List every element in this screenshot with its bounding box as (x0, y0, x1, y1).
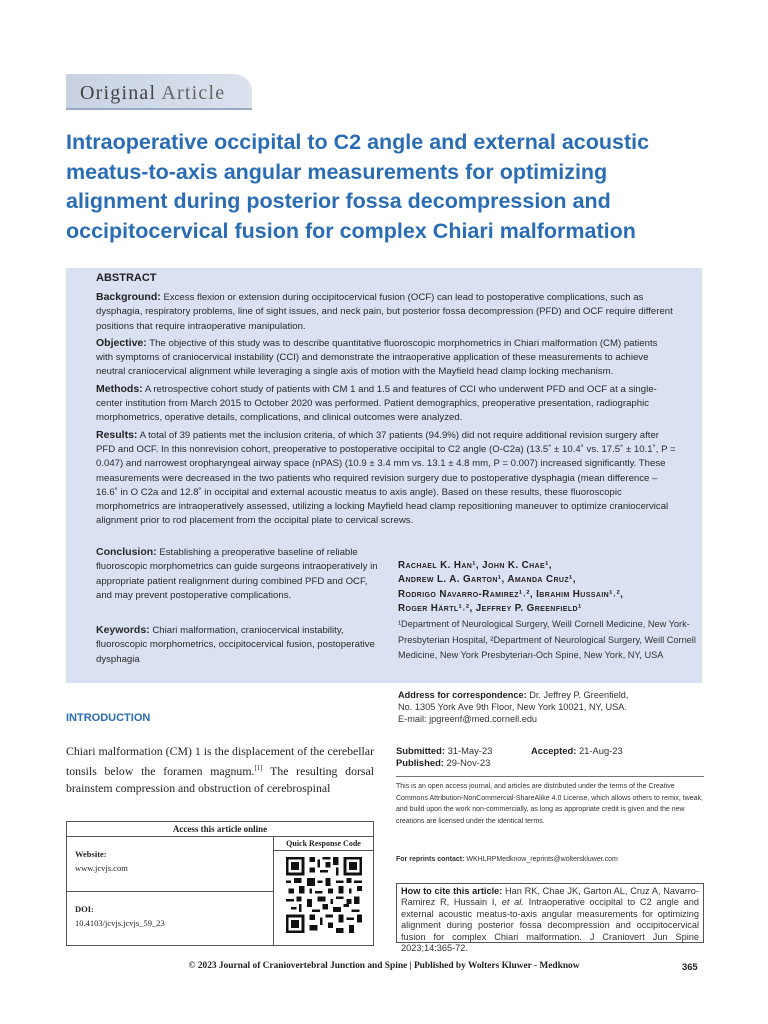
doi-link[interactable]: 10.4103/jcvjs.jcvjs_59_23 (75, 918, 165, 928)
section-tag (80, 82, 225, 105)
author-line: Rodrigo Navarro-Ramirez¹˒², Ibrahim Hussain¹˒², (398, 588, 624, 600)
doi-label: DOI: (75, 904, 94, 914)
website-link[interactable]: www.jcvjs.com (75, 863, 128, 873)
abstract-background-label: Background: (96, 291, 161, 303)
abstract-keywords (96, 623, 378, 667)
cite-etal: et al. (501, 897, 524, 908)
author-line: Rachael K. Han¹, John K. Chae¹, (398, 560, 552, 571)
page-footer: © 2023 Journal of Craniovertebral Junction and Spine | Published by Wolters Kluwer - Medknow (188, 961, 580, 971)
abstract-conclusion (96, 545, 378, 603)
qr-code[interactable] (286, 857, 362, 933)
abstract-results-label: Results: (96, 428, 138, 441)
doi-cell (67, 891, 273, 945)
section-tag-part1: Original (80, 82, 157, 104)
author-list (398, 559, 704, 617)
abstract-keywords-label: Keywords: (96, 624, 150, 637)
submitted-date: 31-May-23 (447, 745, 493, 756)
introduction-text-b: The resulting dorsal brainstem compression and obstruction of cerebrospinal (66, 763, 375, 795)
abstract-objective-label: Objective: (96, 336, 147, 349)
published-date: 29-Nov-23 (446, 756, 491, 768)
citation-ref[interactable]: [1] (254, 763, 263, 772)
abstract-results-text: A total of 39 patients met the inclusion criteria, of which 37 patients (94.9%) did not require additional revision surgery after PFD and OCF. In this nonrevision cohort, preoperative to postoperative occipital to C2 angle (O-C2a) (13.5˚ ± 10.4˚ vs. 17.5˚ ± 10.1˚, P = 0.047) and narrowest oropharyngeal airway space (nPAS) (10.9 ± 3.4 mm vs. 13.1 ± 4.8 mm, P = 0.007) increased significantly. These measurements were decreased in the two patients who required revision surgery due to postoperative dysphagia (mean difference – 16.6˚ in O C2a and 12.8˚ in occipital and external acoustic meatus to axis angle). Based on these results, these fluoroscopic morphometrics are intraoperatively assessed, utilizing a locking Mayfield head clamp repositioning maneuver to optimize craniocervical alignment prior to rod placement from the occipital plate to cervical screws. (96, 429, 676, 527)
correspondence-address: No. 1305 York Ave 9th Floor, New York 10021, NY, USA. (398, 702, 627, 713)
abstract-objective (96, 336, 676, 380)
abstract-background-text: Excess flexion or extension during occipitocervical fusion (OCF) can lead to postoperative complications, such as dysphagia, respiratory problems, line of sight issues, and neck pain, but posterior fossa decompression (PFD) and OCF require different positions that require intraoperative manipulation. (96, 292, 673, 332)
cite-text-a: Han RK, Chae JK, Garton AL, Cruz A, Navarro-Ramirez R, Hussain I, (401, 886, 699, 908)
access-article-box (66, 821, 374, 946)
open-access-notice: This is an open access journal, and articles are distributed under the terms of the Creative Commons Attribution-NonCommercial-ShareAlike 4.0 License, which allows others to remix, tweak, and build upon the work non-commercially, as long as appropriate credit is given and the new creations are licensed under the identical terms. (396, 783, 703, 825)
accepted-date: 21-Aug-23 (578, 745, 623, 756)
abstract-body (96, 290, 676, 531)
website-cell (67, 837, 273, 891)
introduction-text (66, 743, 374, 796)
section-tag-part2: Article (161, 82, 226, 104)
reprints-email[interactable]: WKHLRPMedknow_reprints@wolterskluwer.com (466, 856, 618, 863)
article-dates (396, 745, 704, 769)
abstract-conclusion-label: Conclusion: (96, 546, 157, 558)
page-number: 365 (682, 961, 698, 972)
reprints-label: For reprints contact: (396, 856, 465, 863)
introduction-text-a: Chiari malformation (CM) 1 is the displacement of the cerebellar tonsils below the foramen magnum. (66, 744, 374, 778)
affiliations: ¹Department of Neurological Surgery, Weill Cornell Medicine, New York-Presbyterian Hospital, ²Department of Neurological Surgery, Weill Cornell Medicine, New York Presbyterian-Och Spine, New York, NY, USA (398, 619, 696, 661)
article-title: Intraoperative occipital to C2 angle and external acoustic meatus-to-axis angular measurements for optimizing alignment during posterior fossa decompression and occipitocervical fusion for complex Chiari malformation (66, 130, 650, 243)
abstract-conclusion-text: Establishing a preoperative baseline of reliable fluoroscopic morphometrics can guide surgeons intraoperatively in appropriate patient realignment during combined PFD and OCF, and may prevent postoperative complications. (96, 547, 378, 601)
website-label: Website: (75, 849, 107, 859)
abstract-keywords-text: Chiari malformation, craniocervical instability, fluoroscopic morphometrics, occipitocervical fusion, postoperative dysphagia (96, 625, 375, 665)
submitted-label: Submitted: (396, 745, 445, 756)
abstract-methods-label: Methods: (96, 382, 143, 395)
access-heading: Access this article online (67, 822, 373, 837)
correspondence (398, 689, 698, 726)
cite-label: How to cite this article: (401, 886, 503, 896)
abstract-left-column (96, 545, 378, 687)
correspondence-label: Address for correspondence: (398, 690, 527, 700)
abstract-background (96, 290, 676, 334)
accepted-label: Accepted: (531, 745, 577, 756)
abstract-objective-text: The objective of this study was to describe quantitative fluoroscopic morphometrics in Chiari malformation (CM) patients with symptoms of craniocervical instability (CCI) and demonstrate the intraoperative application of these measurements to achieve neutral craniocervical alignment while leveraging a single axis of motion with the Mayfield head clamp locking mechanism. (96, 337, 658, 378)
correspondence-email[interactable]: E-mail: jpgreenf@med.cornell.edu (398, 714, 538, 725)
qr-label: Quick Response Code (274, 837, 373, 851)
abstract-heading: ABSTRACT (96, 272, 157, 284)
author-line: Andrew L. A. Garton¹, Amanda Cruz¹, (398, 574, 576, 586)
reprints-contact (396, 856, 618, 863)
correspondence-name: Dr. Jeffrey P. Greenfield, (529, 690, 629, 700)
cite-text-b: Intraoperative occipital to C2 angle and external acoustic meatus-to-axis angular measurements for optimizing alignment during posterior fossa decompression and occipitocervical fusion for complex Chiari malformation. J Craniovert Jun Spine 2023;14:365-72. (401, 897, 699, 954)
author-line: Roger Härtl¹˒², Jeffrey P. Greenfield¹ (398, 603, 582, 615)
divider (396, 776, 704, 777)
section-tag-rule (66, 108, 252, 110)
abstract-methods (96, 382, 676, 426)
abstract-results (96, 428, 676, 529)
how-to-cite-box (396, 883, 704, 954)
abstract-methods-text: A retrospective cohort study of patients with CM 1 and 1.5 and features of CCI who underwent PFD and OCF at a single-center institution from March 2015 to October 2020 was performed. Patient demographics, preoperative presentation, radiographic morphometrics, operative details, complications, and clinical outcomes were analyzed. (96, 383, 657, 424)
published-label: Published: (396, 756, 444, 768)
introduction-heading: INTRODUCTION (66, 712, 151, 724)
